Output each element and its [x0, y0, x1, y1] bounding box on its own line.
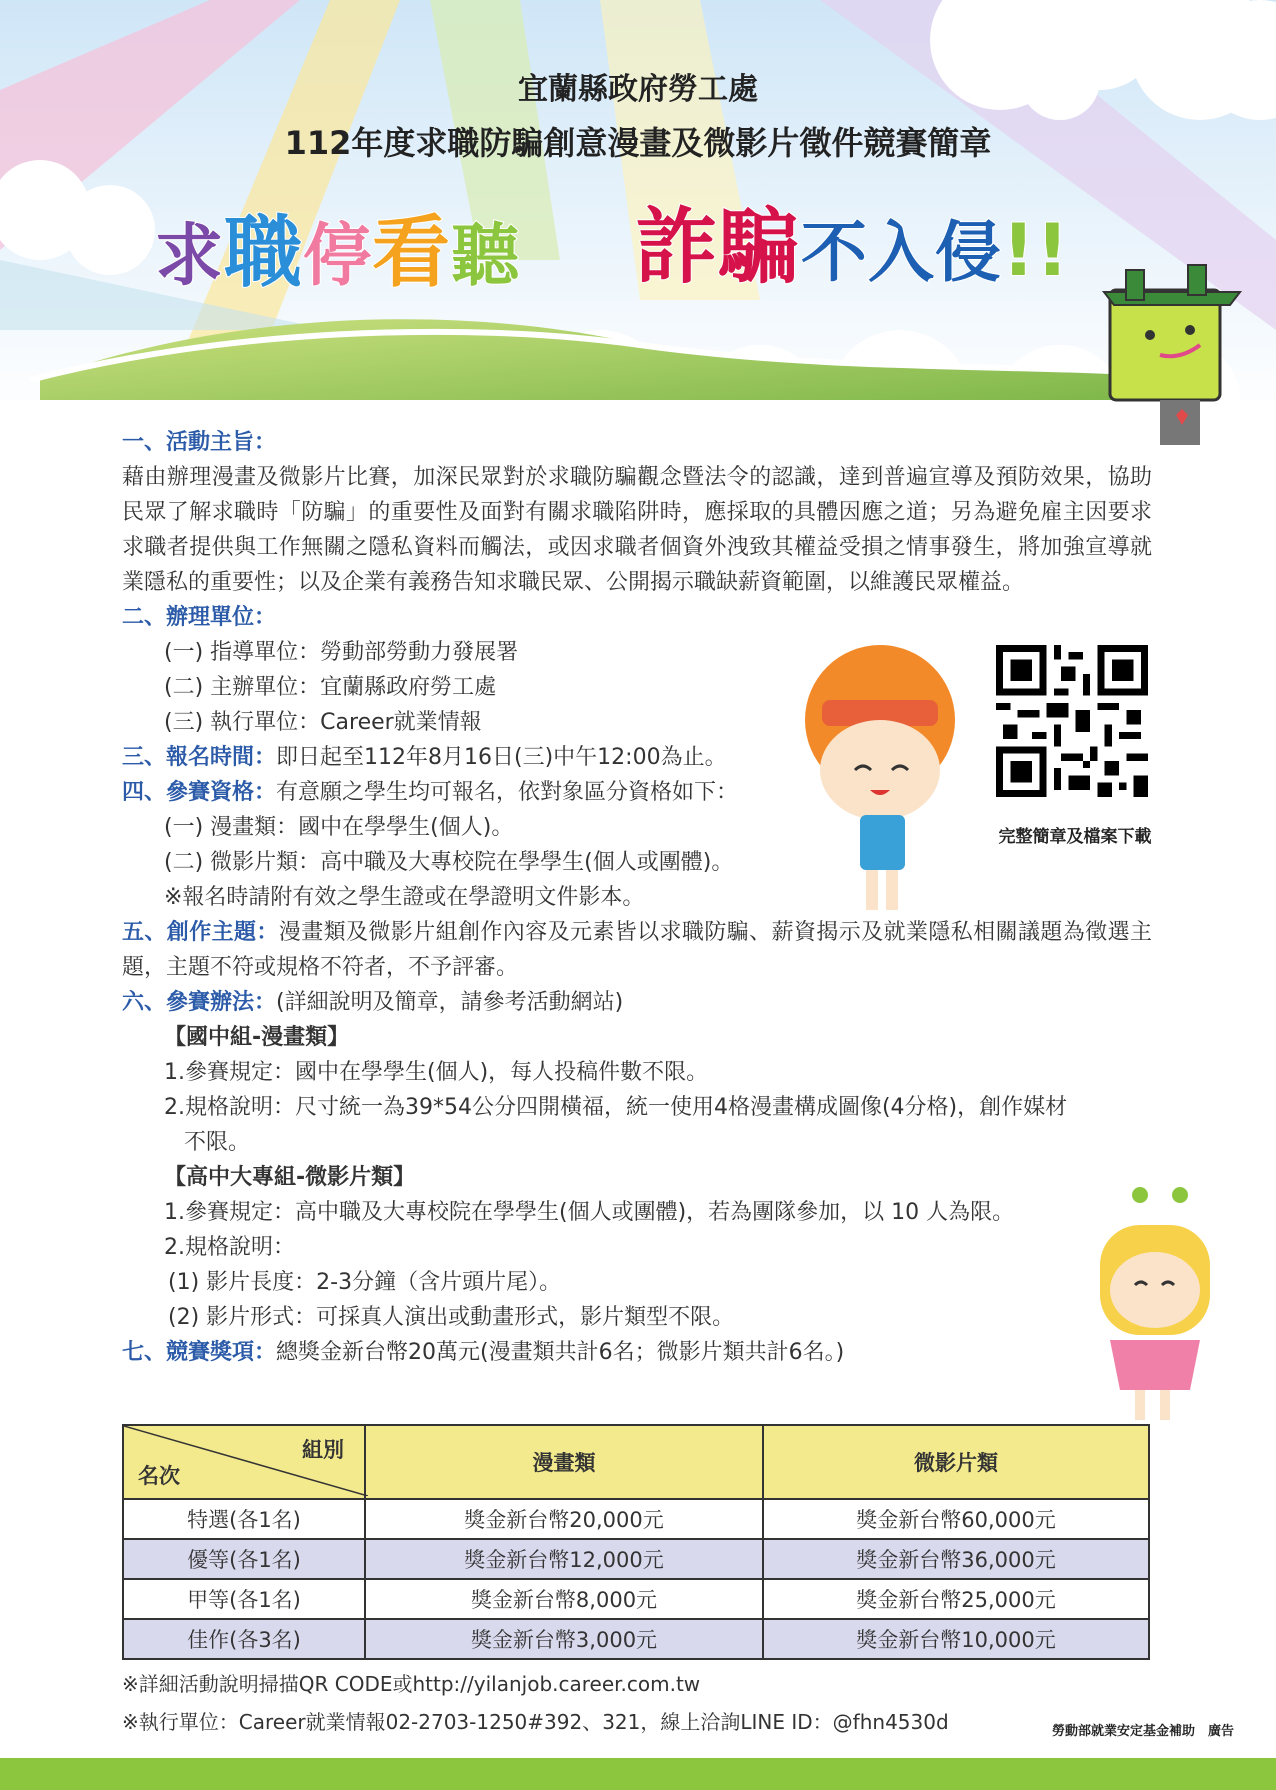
slogan: [155, 190, 520, 302]
section-4-item: (一) 漫畫類：國中在學學生(個人)。: [164, 815, 514, 840]
table-corner-cell: [123, 1425, 365, 1499]
table-header-row: [123, 1425, 1149, 1499]
video-prize-cell: 獎金新台幣60,000元: [763, 1499, 1149, 1539]
comic-prize-cell: 獎金新台幣20,000元: [365, 1499, 763, 1539]
slogan-char: 入: [868, 214, 936, 291]
table-row: [123, 1579, 1149, 1619]
group-1-heading: 【國中組-漫畫類】: [164, 1025, 350, 1050]
slogan-char: 騙: [718, 200, 802, 295]
section-4-item: (二) 微影片類：高中職及大專校院在學學生(個人或團體)。: [164, 850, 734, 875]
section-3-title: 三、報名時間：: [122, 745, 277, 770]
section-5-body: 漫畫類及微影片組創作內容及元素皆以求職防騙、薪資揭示及就業隱私相關議題為徵選主題，主題不符或規格不符者，不予評審。: [122, 920, 1152, 980]
video-prize-cell: 獎金新台幣36,000元: [763, 1539, 1149, 1579]
section-6-body: (詳細說明及簡章，請參考活動網站): [276, 990, 624, 1015]
section-3-body: 即日起至112年8月16日(三)中午12:00為止。: [276, 745, 727, 770]
section-2-item: (三) 執行單位：Career就業情報: [164, 710, 482, 735]
rank-cell: 優等(各1名): [123, 1539, 365, 1579]
section-2-item: (二) 主辦單位：宜蘭縣政府勞工處: [164, 675, 497, 700]
slogan-char: 職: [224, 208, 304, 298]
table-row: [123, 1499, 1149, 1539]
rank-cell: 佳作(各3名): [123, 1619, 365, 1659]
footer-note-website[interactable]: ※詳細活動說明掃描QR CODE或http://yilanjob.career.com.tw: [122, 1672, 701, 1696]
footer-note-contact: ※執行單位：Career就業情報02-2703-1250#392、321，線上洽詢LINE ID：@fhn4530d: [122, 1710, 949, 1734]
slogan-char: 聽: [451, 217, 521, 296]
table-row: [123, 1619, 1149, 1659]
column-header-video: 微影片類: [763, 1425, 1149, 1499]
comic-prize-cell: 獎金新台幣12,000元: [365, 1539, 763, 1579]
section-4-title: 四、參賽資格：: [122, 780, 277, 805]
group-1-spec: 2.規格說明：尺寸統一為39*54公分四開橫福，統一使用4格漫畫構成圖像(4分格)，創作媒材: [164, 1095, 1068, 1120]
section-4-note: ※報名時請附有效之學生證或在學證明文件影本。: [164, 885, 645, 910]
group-2-heading: 【高中大專組-微影片類】: [164, 1165, 416, 1190]
section-1-body: 藉由辦理漫畫及微影片比賽，加深民眾對於求職防騙觀念暨法令的認識，達到普遍宣導及預防效果，協助民眾了解求職時「防騙」的重要性及面對有關求職陷阱時，應採取的具體因應之道；另為避免雇主因要求求職者提供與工作無關之隱私資料而觸法，或因求職者個資外洩致其權益受損之情事發生，將加強宣導就業隱私的重要性；以及企業有義務告知求職民眾、公開揭示職缺薪資範圍，以維護民眾權益。: [122, 465, 1152, 595]
corner-label-group: 組別: [302, 1438, 344, 1462]
section-2-title: 二、辦理單位：: [122, 605, 277, 630]
group-2-spec-item: (1) 影片長度：2-3分鐘（含片頭片尾）。: [168, 1270, 562, 1295]
corner-label-rank: 名次: [138, 1464, 180, 1488]
group-2-spec-item: (2) 影片形式：可採真人演出或動畫形式，影片類型不限。: [168, 1305, 735, 1330]
org-name: 宜蘭縣政府勞工處: [518, 72, 758, 107]
section-5-title: 五、創作主題：: [122, 920, 279, 945]
section-1-title: 一、活動主旨：: [122, 430, 277, 455]
section-7-body: 總獎金新台幣20萬元(漫畫類共計6名；微影片類共計6名。): [276, 1340, 845, 1365]
section-7-title: 七、競賽獎項：: [122, 1340, 277, 1365]
slogan-char: 不: [801, 214, 869, 291]
slogan-char: 詐: [635, 200, 719, 295]
prize-table: [122, 1424, 1150, 1660]
section-4-body: 有意願之學生均可報名，依對象區分資格如下：: [276, 780, 739, 805]
section-6-title: 六、參賽辦法：: [122, 990, 277, 1015]
page-title: 112年度求職防騙創意漫畫及微影片徵件競賽簡章: [284, 124, 992, 162]
column-header-comic: 漫畫類: [365, 1425, 763, 1499]
slogan-char: 侵: [935, 214, 1003, 291]
comic-prize-cell: 獎金新台幣8,000元: [365, 1579, 763, 1619]
slogan-char: 看: [372, 208, 452, 298]
rank-cell: 特選(各1名): [123, 1499, 365, 1539]
main-content: [122, 425, 1152, 1370]
qr-code[interactable]: [996, 645, 1148, 797]
group-2-spec: 2.規格說明：: [164, 1235, 295, 1260]
video-prize-cell: 獎金新台幣10,000元: [763, 1619, 1149, 1659]
slogan-char: !!: [1002, 208, 1070, 292]
section-2-item: (一) 指導單位：勞動部勞動力發展署: [164, 640, 519, 665]
slogan-char: 求: [155, 217, 225, 296]
table-row: [123, 1539, 1149, 1579]
slogan-right: [635, 182, 1070, 299]
group-1-rule: 1.參賽規定：國中在學學生(個人)，每人投稿件數不限。: [164, 1060, 709, 1085]
sponsor-note: 勞動部就業安定基金補助 廣告: [1051, 1724, 1234, 1739]
slogan-char: 停: [303, 217, 373, 296]
qr-caption: 完整簡章及檔案下載: [998, 827, 1152, 847]
group-2-rule: 1.參賽規定：高中職及大專校院在學學生(個人或團體)，若為團隊參加，以 10 人為限。: [164, 1200, 1015, 1225]
rank-cell: 甲等(各1名): [123, 1579, 365, 1619]
group-1-spec-cont: 不限。: [184, 1130, 251, 1155]
comic-prize-cell: 獎金新台幣3,000元: [365, 1619, 763, 1659]
video-prize-cell: 獎金新台幣25,000元: [763, 1579, 1149, 1619]
footer-green-bar: [0, 1758, 1276, 1790]
